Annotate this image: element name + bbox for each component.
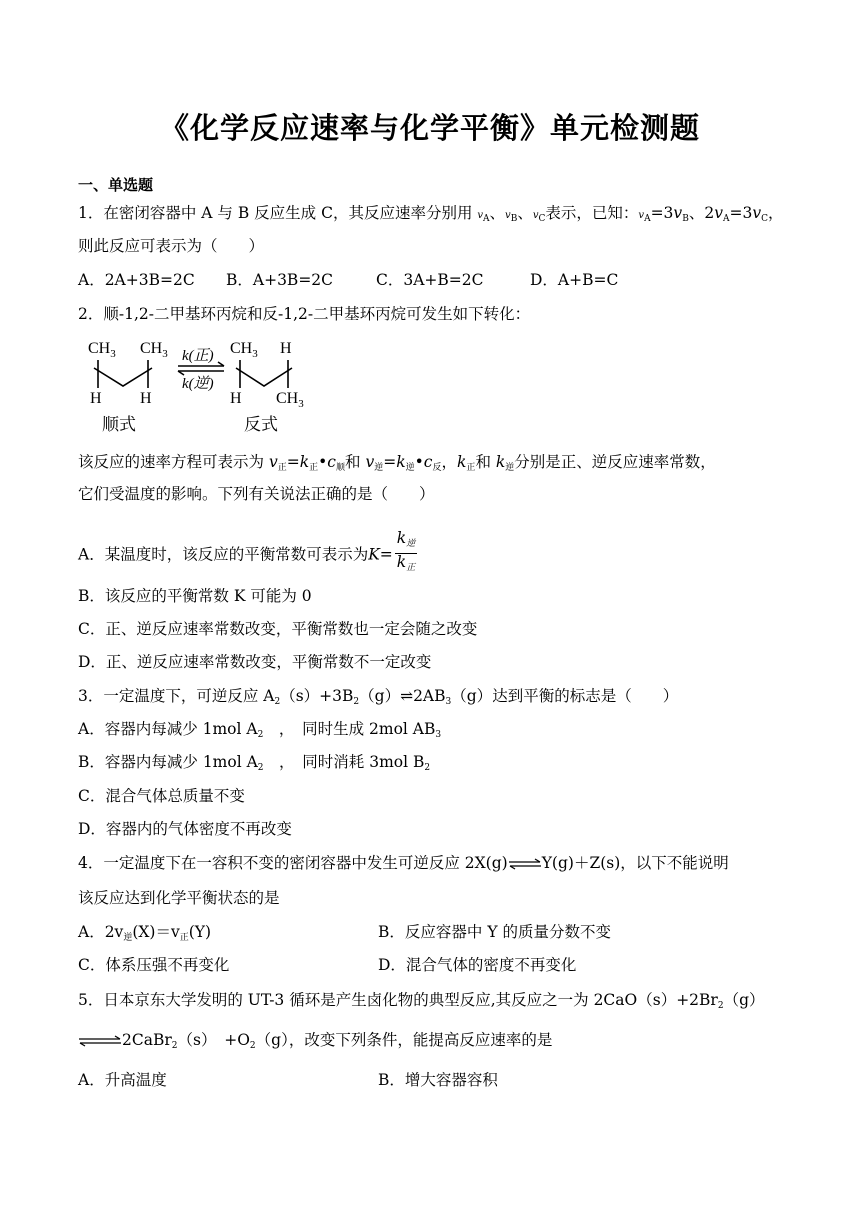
q3-option-a[interactable]: A．容器内每减少 1mol $A_2$ ， 同时生成 2mol $AB_3$ [78,720,442,740]
q2-rate-line2: 它们受温度的影响。下列有关说法正确的是（ ） [78,485,435,503]
q1-option-a[interactable]: A．2A+3B=2C [78,271,195,289]
q2-option-b[interactable]: B．该反应的平衡常数 K 可能为 0 [78,587,312,605]
q1-option-d[interactable]: D．A+B=C [530,271,619,289]
trans-ch3-right: $CH_3$ [276,390,304,410]
q5-options-row1 [78,1070,778,1090]
q4-option-a[interactable]: A．$2v_逆(X)=v_正(Y)$ [78,923,212,943]
isomer-conversion-diagram [84,336,324,440]
q4-options-row1 [78,922,778,948]
cis-h-left: H [90,390,102,407]
k-reverse-label: k(逆) [182,376,214,392]
q4-option-c[interactable]: C．体系压强不再变化 [78,956,230,974]
q2-option-a[interactable]: A．某温度时，该反应的平衡常数可表示为K= $\frac{k_逆}{k_正}$ [78,532,417,579]
q3-option-c[interactable]: C．混合气体总质量不变 [78,787,245,805]
q5-stem-line2: 2CaBr$_2$（s） $+O_2(g)$，改变下列条件，能提高反应速率的是 [78,1030,552,1056]
cis-ch3-right: $CH_3$ [140,340,168,360]
q4-stem-line2: 该反应达到化学平衡状态的是 [78,889,280,907]
q5-option-b[interactable]: B．增大容器容积 [378,1071,498,1089]
equilibrium-constant-fraction: $\frac{k_逆}{k_正}$ [396,529,416,573]
k-forward-label: k(正) [182,348,214,364]
section-heading: 一、单选题 [78,176,154,194]
q5-stem: 5．日本京东大学发明的 UT-3 循环是产生卤化物的典型反应,其反应之一为 $2CaO(s)+2Br_2(g)$ [78,991,765,1011]
q2-option-c[interactable]: C．正、逆反应速率常数改变，平衡常数也一定会随之改变 [78,620,478,638]
cis-h-right: H [140,390,152,407]
q1-options [78,270,619,290]
q3-option-d[interactable]: D．容器内的气体密度不再改变 [78,820,292,838]
q1-stem-line2: 则此反应可表示为（ ） [78,237,265,255]
equilibrium-arrow-icon [508,858,542,870]
q4-option-b[interactable]: B．反应容器中 Y 的质量分数不变 [378,923,611,941]
q4-option-d[interactable]: D．混合气体的密度不再变化 [378,956,577,974]
q2-option-d[interactable]: D．正、逆反应速率常数改变，平衡常数不一定改变 [78,653,432,671]
cis-label: 顺式 [102,415,136,435]
page-title: 《化学反应速率与化学平衡》单元检测题 [159,111,700,145]
equilibrium-arrow-icon [78,1035,122,1047]
q2-stem: 2．顺-1,2-二甲基环丙烷和反-1,2-二甲基环丙烷可发生如下转化： [78,305,531,323]
cis-ch3-left: $CH_3$ [88,340,116,360]
q5-option-a[interactable]: A．升高温度 [78,1071,167,1089]
trans-h-left: H [230,390,242,407]
trans-label: 反式 [244,415,278,435]
q3-stem: 3．一定温度下，可逆反应 $A_2(s)+3B_2(g)\rightleftharpoons 2AB_3(g)$达到平衡的标志是（ ） [78,687,679,707]
q1-option-b[interactable]: B．A+3B=2C [226,271,334,289]
q1-option-c[interactable]: C．3A+B=2C [376,271,484,289]
q4-options-row2 [78,955,778,975]
q2-rate-equation: 该反应的速率方程可表示为 $v_正=k_正•c_顺$和 $v_逆=k_逆•c_反$，$k_正$和 $k_逆$分别是正、逆反应速率常数， [78,453,716,473]
trans-ch3-left: $CH_3$ [230,340,258,360]
q4-stem: 4．一定温度下在一容积不变的密闭容器中发生可逆反应 2X(g) Y(g)＋Z(s)，以下不能说明 [78,854,729,872]
q3-option-b[interactable]: B．容器内每减少 1mol $A_2$ ， 同时消耗 3mol $B_2$ [78,753,431,773]
trans-h-right: H [280,340,292,357]
q1-stem: 1．在密闭容器中 A 与 B 反应生成 C，其反应速率分别用 $v_A$、$v_B$、$v_C$表示，已知：$v_A=3v_B$、$2v_A=3v_C$， [78,204,784,224]
